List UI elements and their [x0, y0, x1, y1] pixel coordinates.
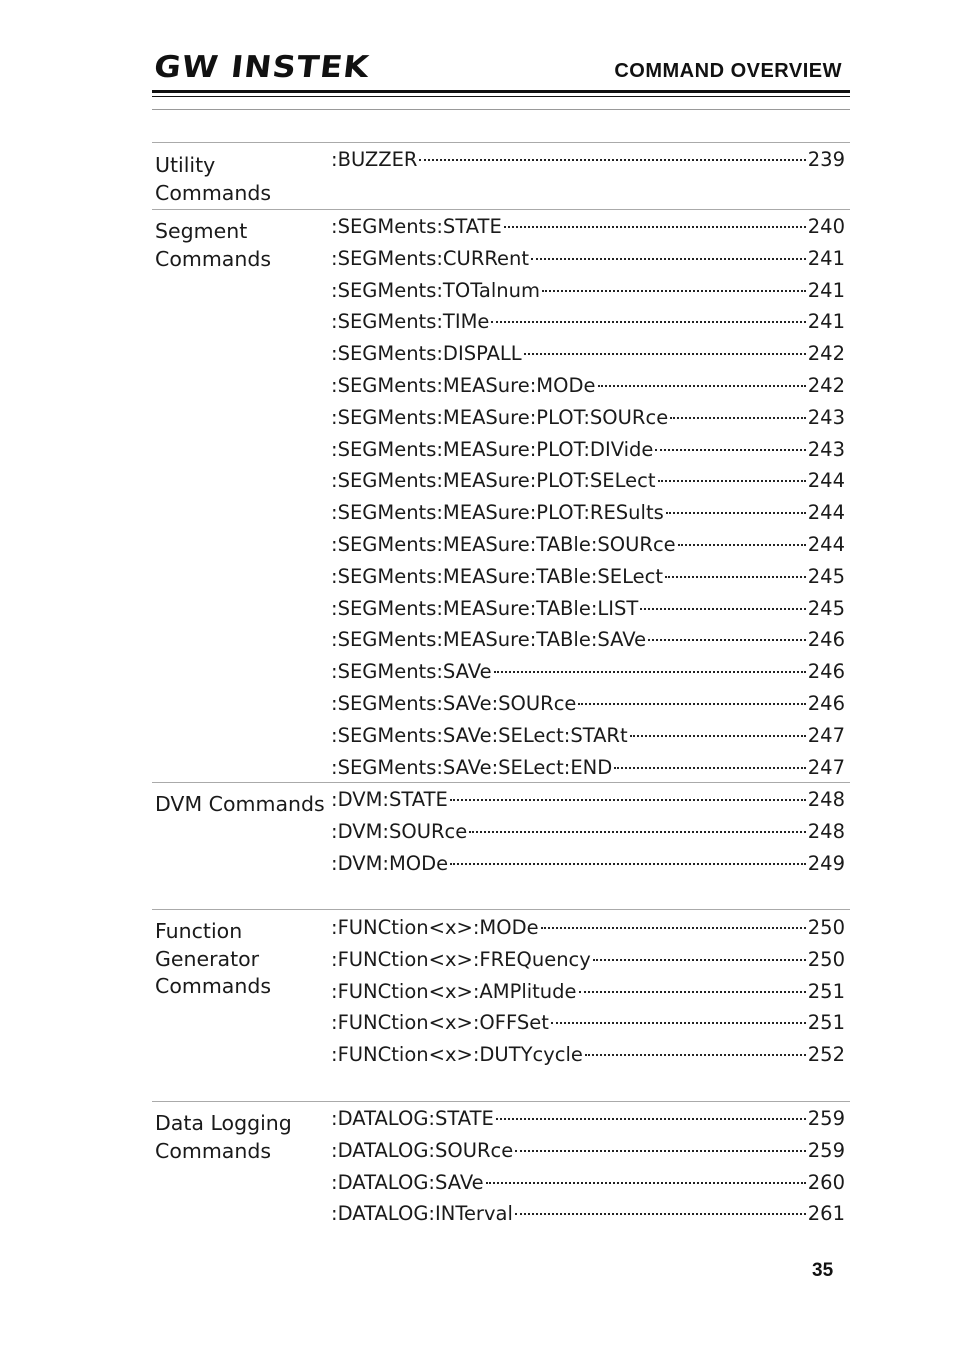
section-label-dvm: DVM Commands — [155, 792, 325, 816]
command-entry[interactable] — [331, 1167, 845, 1199]
command-entry[interactable] — [331, 306, 845, 338]
section-divider — [152, 1101, 850, 1102]
dot-leader — [593, 959, 806, 961]
dot-leader — [504, 226, 806, 228]
command-page: 259 — [807, 1107, 845, 1130]
section-divider — [152, 142, 850, 143]
header-rule-thick — [152, 90, 850, 93]
command-name: :DVM:SOURce — [331, 819, 468, 843]
command-entry[interactable] — [331, 561, 845, 593]
dot-leader — [491, 321, 805, 323]
command-page: 244 — [807, 469, 845, 493]
command-page: 246 — [807, 660, 845, 684]
command-page: 249 — [807, 851, 845, 875]
command-name: :FUNCtion<x>:AMPlitude — [331, 979, 577, 1003]
command-name: :DVM:STATE — [331, 788, 448, 811]
section-label-utility: Utility Commands — [155, 153, 272, 205]
command-page: 248 — [807, 819, 845, 843]
command-entry[interactable] — [331, 593, 845, 625]
command-name: :SEGMents:MEASure:TABle:SAVe — [331, 628, 647, 652]
dot-leader — [614, 767, 806, 769]
page-number: 35 — [812, 1260, 834, 1281]
dot-leader — [419, 159, 805, 161]
command-entry[interactable] — [331, 1039, 845, 1071]
section-divider — [152, 209, 850, 210]
command-entry[interactable] — [331, 944, 845, 976]
command-name: :SEGMents:SAVe:SELect:STARt — [331, 723, 628, 747]
gw-instek-logo: GW INSTEK — [152, 50, 372, 85]
command-page: 246 — [807, 691, 845, 715]
command-entry[interactable] — [331, 912, 845, 944]
section-label-data-logging: Data Logging Commands — [155, 1111, 292, 1163]
command-page: 242 — [807, 342, 845, 366]
command-name: :SEGMents:STATE — [331, 215, 502, 238]
command-entry[interactable] — [331, 624, 845, 656]
command-page: 259 — [807, 1138, 845, 1162]
command-page: 241 — [807, 278, 845, 302]
command-name: :DATALOG:SOURce — [331, 1138, 514, 1162]
command-entry[interactable] — [331, 243, 845, 275]
command-list-dvm — [331, 784, 845, 879]
command-entry[interactable] — [331, 370, 845, 402]
command-page: 246 — [807, 628, 845, 652]
command-page: 247 — [807, 723, 845, 747]
command-entry[interactable] — [331, 434, 845, 466]
command-page: 242 — [807, 373, 845, 397]
command-list-segment — [331, 211, 845, 783]
command-name: :SEGMents:MEASure:PLOT:DIVide — [331, 437, 654, 461]
command-entry[interactable] — [331, 211, 845, 243]
command-page: 245 — [807, 596, 845, 620]
command-name: :FUNCtion<x>:DUTYcycle — [331, 1043, 583, 1067]
dot-leader — [531, 258, 806, 260]
command-entry[interactable] — [331, 1007, 845, 1039]
command-name: :SEGMents:SAVe — [331, 660, 492, 684]
dot-leader — [551, 1022, 806, 1024]
dot-leader — [648, 639, 806, 641]
command-name: :SEGMents:CURRent — [331, 246, 530, 270]
dot-leader — [450, 863, 806, 865]
command-name: :SEGMents:MEASure:PLOT:SELect — [331, 469, 656, 493]
dot-leader — [640, 608, 805, 610]
command-name: :SEGMents:MEASure:PLOT:RESults — [331, 501, 664, 525]
command-entry[interactable] — [331, 402, 845, 434]
dot-leader — [658, 480, 806, 482]
dot-leader — [598, 385, 806, 387]
dot-leader — [494, 671, 806, 673]
dot-leader — [578, 703, 805, 705]
command-page: 240 — [807, 215, 845, 238]
header-rule-thin — [152, 96, 850, 97]
dot-leader — [496, 1118, 806, 1120]
command-name: :SEGMents:MEASure:TABle:LIST — [331, 596, 639, 620]
section-label-function-generator: Function Generator Commands — [155, 919, 272, 998]
command-entry[interactable] — [331, 784, 845, 816]
section-divider — [152, 782, 850, 783]
command-entry[interactable] — [331, 720, 845, 752]
dot-leader — [666, 512, 806, 514]
command-entry[interactable] — [331, 144, 845, 176]
command-page: 250 — [807, 916, 845, 939]
command-page: 261 — [807, 1202, 845, 1226]
command-list-utility — [331, 144, 845, 176]
command-name: :SEGMents:SAVe:SELect:END — [331, 755, 613, 779]
command-list-data-logging — [331, 1103, 845, 1230]
command-name: :SEGMents:MEASure:TABle:SELect — [331, 564, 663, 588]
page-header-title: COMMAND OVERVIEW — [614, 60, 842, 82]
command-entry[interactable] — [331, 338, 845, 370]
command-name: :SEGMents:DISPALL — [331, 342, 522, 366]
command-page: 243 — [807, 437, 845, 461]
dot-leader — [670, 417, 806, 419]
command-page: 250 — [807, 947, 845, 971]
dot-leader — [579, 991, 806, 993]
dot-leader — [524, 353, 806, 355]
command-name: :DATALOG:STATE — [331, 1107, 494, 1130]
dot-leader — [655, 449, 805, 451]
command-name: :DVM:MODe — [331, 851, 449, 875]
command-page: 251 — [807, 979, 845, 1003]
command-page: 243 — [807, 405, 845, 429]
dot-leader — [630, 735, 806, 737]
command-page: 252 — [807, 1043, 845, 1067]
dot-leader — [541, 927, 806, 929]
command-name: :FUNCtion<x>:FREQuency — [331, 947, 591, 971]
dot-leader — [515, 1150, 805, 1152]
header-rule-light — [152, 109, 850, 110]
command-name: :DATALOG:INTerval — [331, 1202, 513, 1226]
dot-leader — [678, 544, 806, 546]
command-entry[interactable] — [331, 976, 845, 1008]
command-entry[interactable] — [331, 1135, 845, 1167]
command-entry[interactable] — [331, 1103, 845, 1135]
command-name: :FUNCtion<x>:OFFSet — [331, 1011, 549, 1035]
command-entry[interactable] — [331, 275, 845, 307]
command-page: 260 — [807, 1170, 845, 1194]
dot-leader — [542, 290, 806, 292]
dot-leader — [450, 799, 806, 801]
command-page: 239 — [807, 148, 845, 171]
section-divider — [152, 909, 850, 910]
command-entry[interactable] — [331, 529, 845, 561]
command-name: :SEGMents:SAVe:SOURce — [331, 691, 577, 715]
command-page: 247 — [807, 755, 845, 779]
command-list-function-generator — [331, 912, 845, 1071]
command-page: 245 — [807, 564, 845, 588]
command-page: 244 — [807, 532, 845, 556]
command-entry[interactable] — [331, 816, 845, 848]
command-name: :BUZZER — [331, 148, 418, 171]
command-entry[interactable] — [331, 656, 845, 688]
command-name: :SEGMents:MEASure:PLOT:SOURce — [331, 405, 669, 429]
command-entry[interactable] — [331, 465, 845, 497]
command-page: 241 — [807, 246, 845, 270]
command-name: :SEGMents:MEASure:TABle:SOURce — [331, 532, 676, 556]
command-entry[interactable] — [331, 1198, 845, 1230]
dot-leader — [469, 831, 806, 833]
command-page: 244 — [807, 501, 845, 525]
dot-leader — [486, 1182, 806, 1184]
command-name: :SEGMents:TIMe — [331, 310, 490, 334]
command-name: :SEGMents:MEASure:MODe — [331, 373, 596, 397]
command-entry[interactable] — [331, 848, 845, 880]
command-entry[interactable] — [331, 497, 845, 529]
dot-leader — [585, 1054, 806, 1056]
section-label-segment: Segment Commands — [155, 219, 272, 271]
command-page: 248 — [807, 788, 845, 811]
dot-leader — [665, 576, 806, 578]
command-entry[interactable] — [331, 752, 845, 784]
command-name: :FUNCtion<x>:MODe — [331, 916, 539, 939]
dot-leader — [515, 1213, 806, 1215]
command-page: 251 — [807, 1011, 845, 1035]
command-name: :DATALOG:SAVe — [331, 1170, 484, 1194]
command-name: :SEGMents:TOTalnum — [331, 278, 540, 302]
command-entry[interactable] — [331, 688, 845, 720]
command-page: 241 — [807, 310, 845, 334]
